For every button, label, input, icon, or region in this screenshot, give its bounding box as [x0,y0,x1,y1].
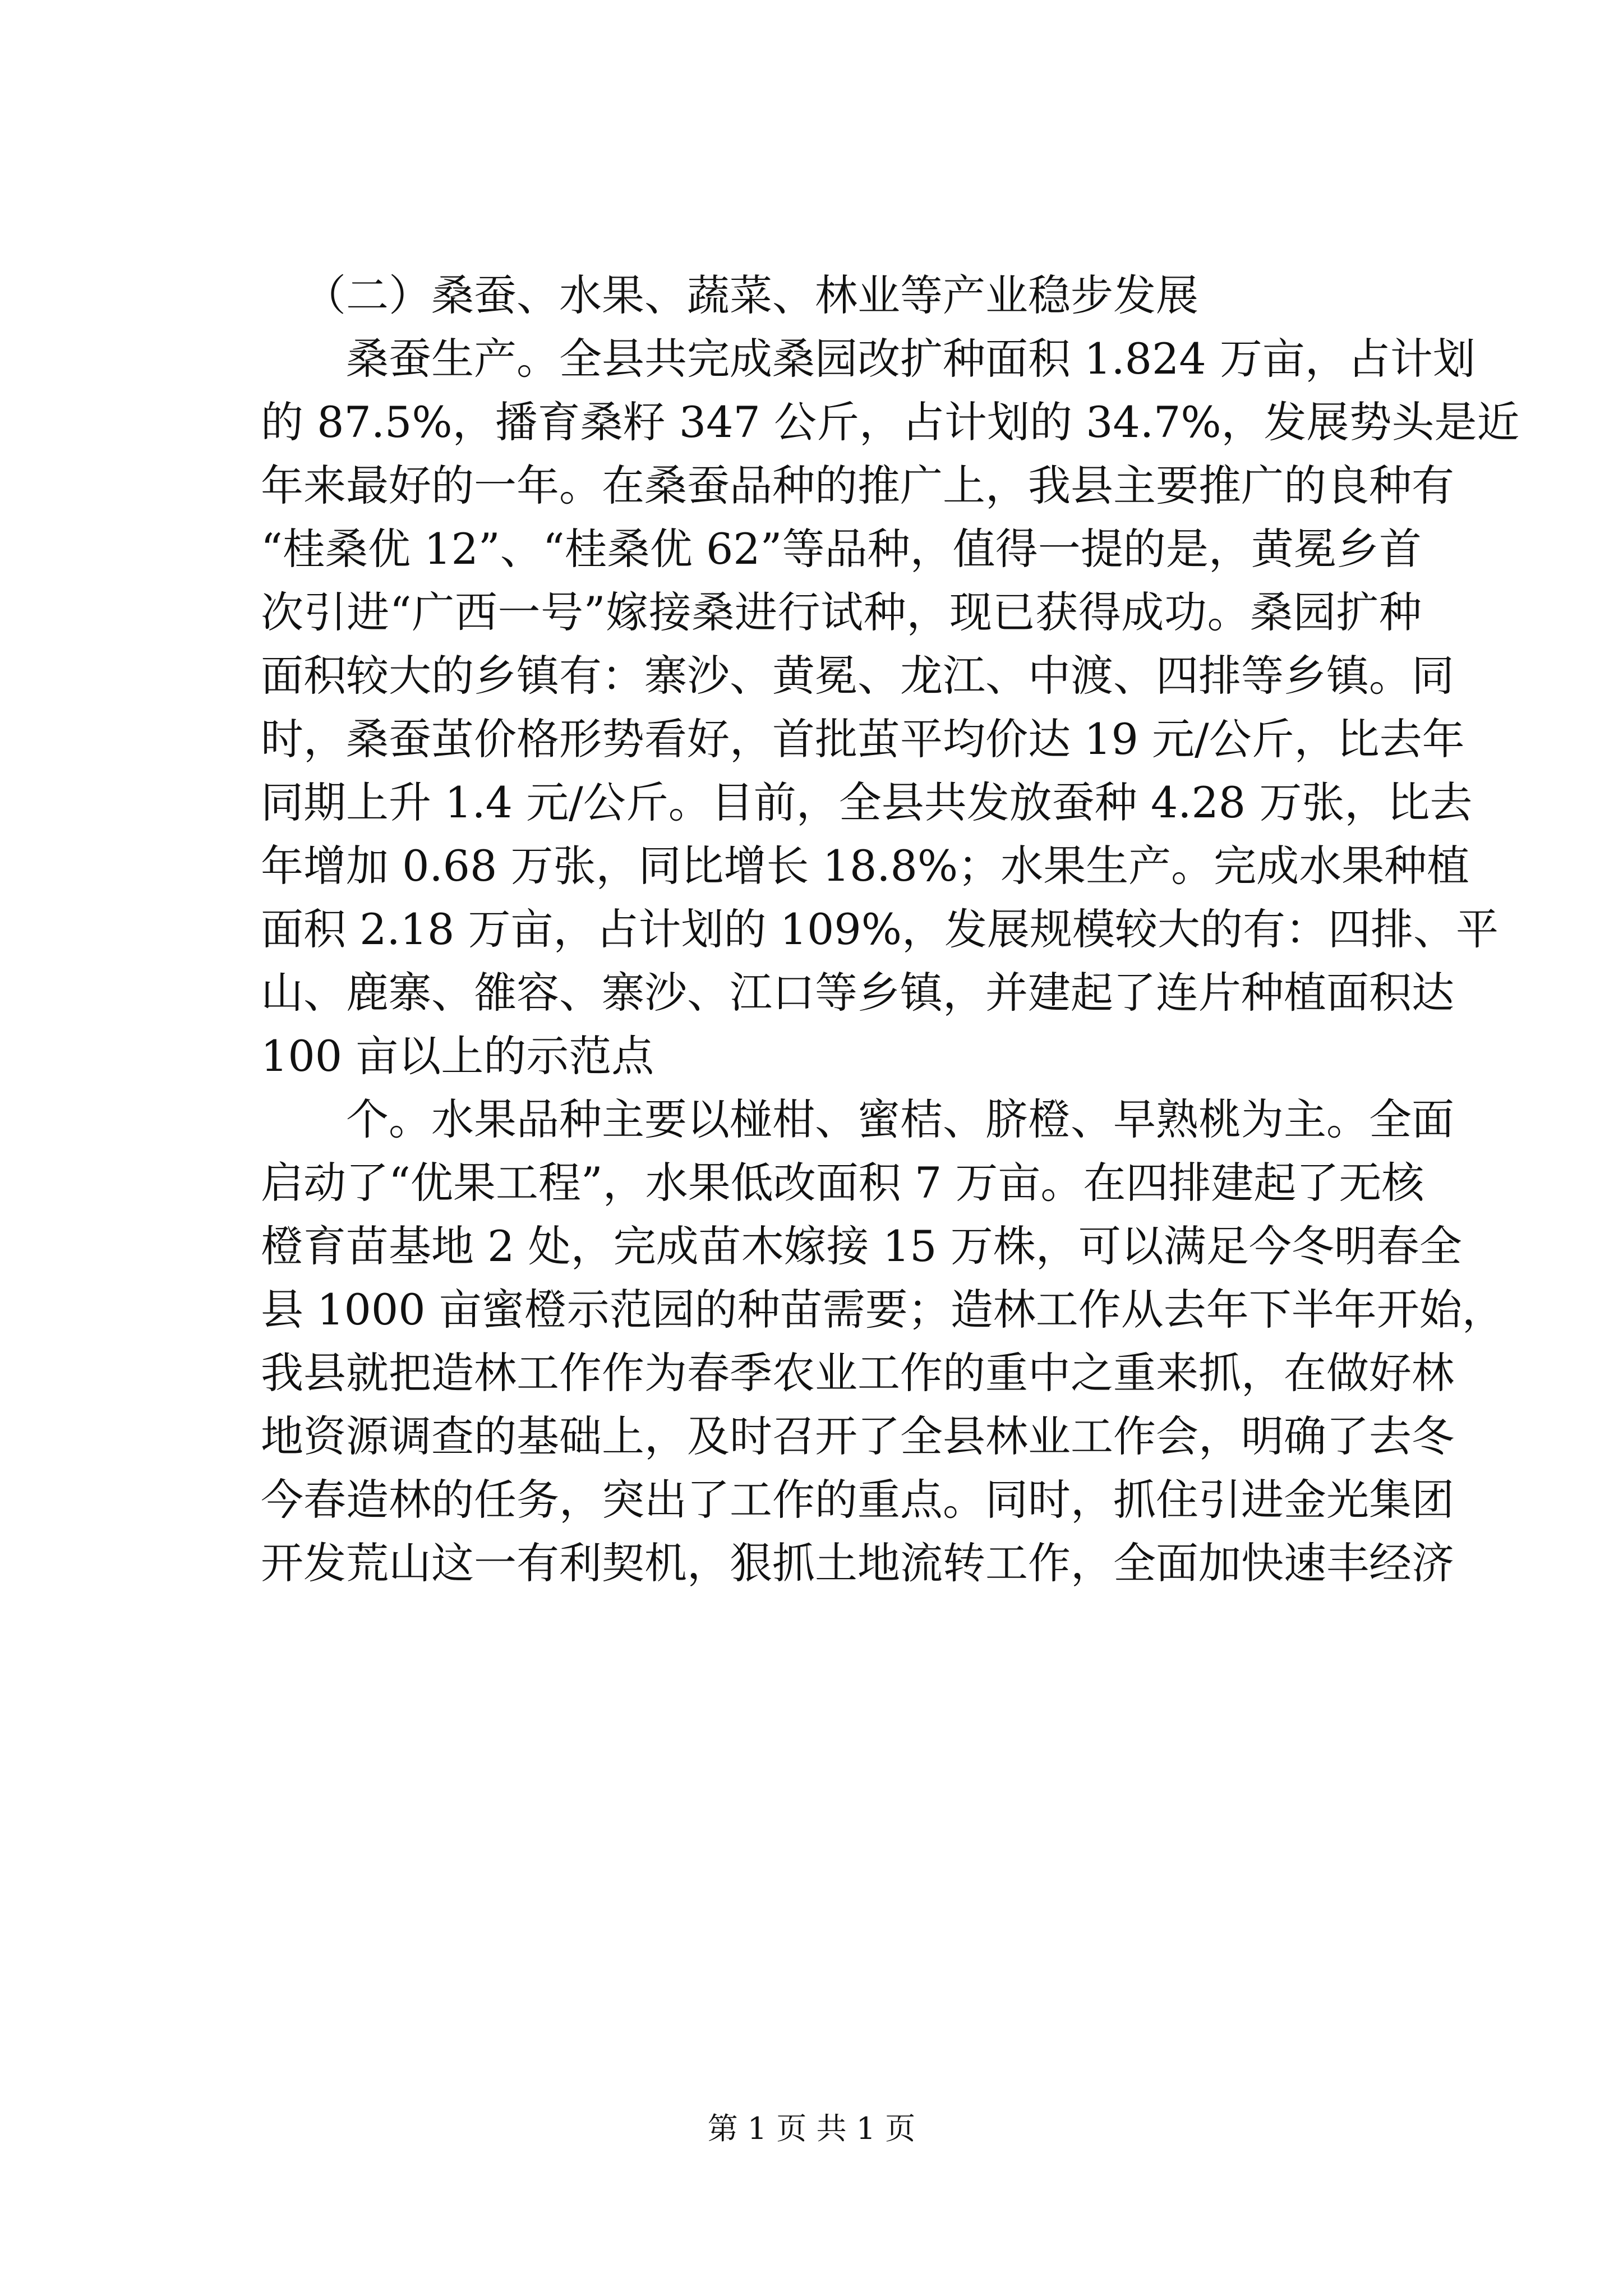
paragraph-line: 地资源调查的基础上，及时召开了全县林业工作会，明确了去冬 [261,1411,1454,1461]
paragraph-line: “桂桑优 12”、“桂桑优 62”等品种，值得一提的是，黄冕乡首 [261,524,1422,574]
document-body [261,264,1520,1595]
page-footer: 第 1 页 共 1 页 [707,2111,916,2146]
paragraph-line: 面积 2.18 万亩，占计划的 109%，发展规模较大的有：四排、平 [261,904,1498,954]
paragraph-line: 的 87.5%，播育桑籽 347 公斤，占计划的 34.7%，发展势头是近 [261,397,1520,447]
paragraph-line: 我县就把造林工作作为春季农业工作的重中之重来抓，在做好林 [261,1348,1454,1398]
section-heading: （二）桑蚕、水果、蔬菜、林业等产业稳步发展 [303,270,1198,320]
paragraph-line: 次引进“广西一号”嫁接桑进行试种，现已获得成功。桑园扩种 [261,587,1422,637]
paragraph-line: 100 亩以上的示范点 [261,1031,654,1081]
paragraph-line: 年来最好的一年。在桑蚕品种的推广上，我县主要推广的良种有 [261,461,1454,510]
paragraph-line: 个。水果品种主要以椪柑、蜜桔、脐橙、早熟桃为主。全面 [346,1094,1454,1144]
paragraph-line: 今春造林的任务，突出了工作的重点。同时，抓住引进金光集团 [261,1475,1454,1525]
paragraph-line: 年增加 0.68 万张，同比增长 18.8%；水果生产。完成水果种植 [261,841,1470,891]
paragraph-line: 开发荒山这一有利契机，狠抓土地流转工作，全面加快速丰经济 [261,1538,1454,1588]
paragraph-line: 面积较大的乡镇有：寨沙、黄冕、龙江、中渡、四排等乡镇。同 [261,651,1454,701]
paragraph-line: 启动了“优果工程”，水果低改面积 7 万亩。在四排建起了无核 [261,1158,1424,1208]
paragraph-line: 山、鹿寨、雒容、寨沙、江口等乡镇，并建起了连片种植面积达 [261,968,1454,1018]
paragraph-line: 同期上升 1.4 元/公斤。目前，全县共发放蚕种 4.28 万张，比去 [261,777,1473,827]
paragraph-line: 县 1000 亩蜜橙示范园的种苗需要；造林工作从去年下半年开始， [261,1285,1505,1335]
paragraph-line: 时，桑蚕茧价格形势看好，首批茧平均价达 19 元/公斤，比去年 [261,714,1465,764]
paragraph-line: 桑蚕生产。全县共完成桑园改扩种面积 1.824 万亩，占计划 [346,334,1476,384]
paragraph-line: 橙育苗基地 2 处，完成苗木嫁接 15 万株，可以满足今冬明春全 [261,1221,1462,1271]
